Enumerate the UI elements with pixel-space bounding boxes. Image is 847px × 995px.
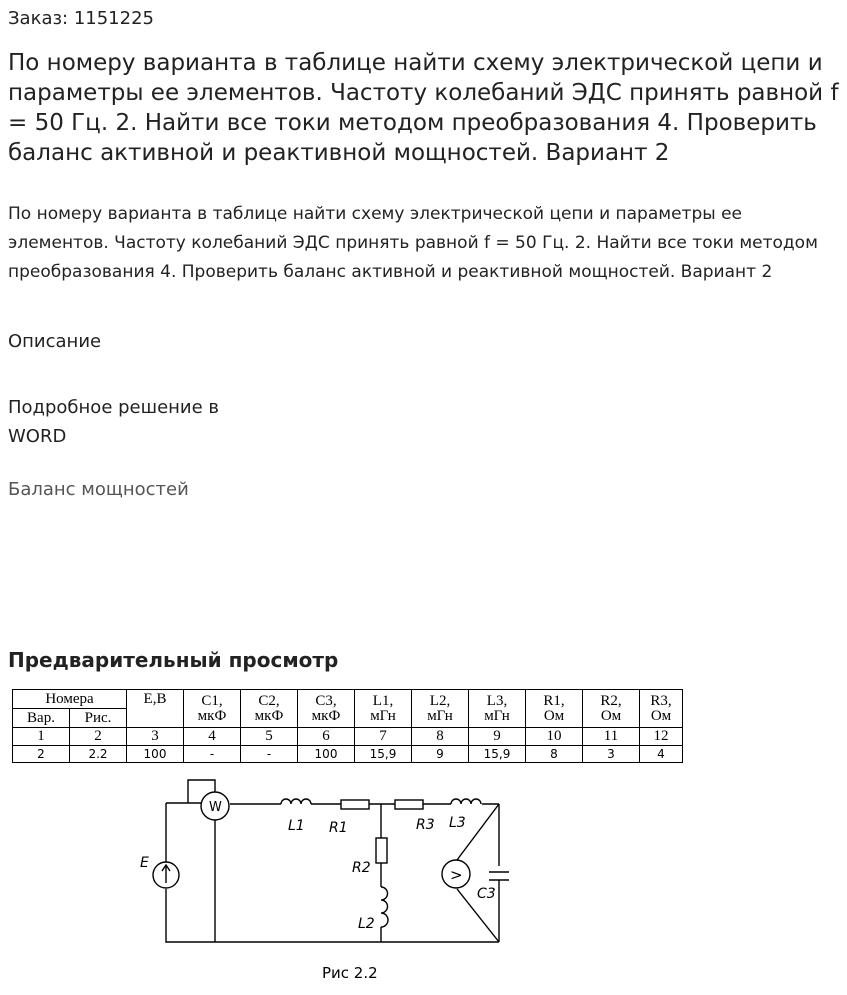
figure-caption: Рис 2.2 xyxy=(322,964,378,982)
header-e: Е,В xyxy=(127,690,184,728)
table-cell: 4 xyxy=(640,746,683,763)
header-l2: L2, мГн xyxy=(412,690,469,728)
header-l3: L3, мГн xyxy=(469,690,526,728)
parameters-table xyxy=(12,689,683,763)
table-cell: 15,9 xyxy=(355,746,412,763)
label-r1: R1 xyxy=(329,820,348,836)
solution-note xyxy=(8,393,219,451)
table-cell: 9 xyxy=(469,728,526,746)
header-r1: R1, Ом xyxy=(526,690,583,728)
label-e: E xyxy=(140,855,149,871)
header-c3: С3, мкФ xyxy=(298,690,355,728)
header-c1: С1, мкФ xyxy=(184,690,241,728)
table-cell: 5 xyxy=(241,728,298,746)
capacitor-c3 xyxy=(489,872,509,880)
table-cell: 11 xyxy=(583,728,640,746)
resistor-r3 xyxy=(395,800,423,809)
table-cell: - xyxy=(184,746,241,763)
table-cell: 9 xyxy=(412,746,469,763)
arrow-icon xyxy=(162,865,170,883)
inductor-l3 xyxy=(451,799,481,804)
table-cell: 10 xyxy=(526,728,583,746)
order-number: Заказ: 1151225 xyxy=(8,8,154,29)
table-values-row xyxy=(13,746,683,763)
table-cell: 6 xyxy=(298,728,355,746)
label-l3: L3 xyxy=(449,815,466,831)
solution-line-2: WORD xyxy=(8,426,67,447)
header-r2: R2, Ом xyxy=(583,690,640,728)
table-cell: 7 xyxy=(355,728,412,746)
preview-title: Предварительный просмотр xyxy=(8,648,339,672)
table-cell: 4 xyxy=(184,728,241,746)
header-l1: L1, мГн xyxy=(355,690,412,728)
circuit-diagram xyxy=(0,768,847,990)
inductor-l2 xyxy=(381,887,388,927)
resistor-r2 xyxy=(376,838,387,863)
label-l2: L2 xyxy=(358,916,375,932)
label-c3: C3 xyxy=(477,886,496,902)
table-cell: 2 xyxy=(70,728,127,746)
table-cell: 8 xyxy=(412,728,469,746)
header-variant: Вар. xyxy=(13,709,70,728)
label-l1: L1 xyxy=(288,818,305,834)
page-title: По номеру варианта в таблице найти схему электрической цепи и параметры ее элементов. Частоту колебаний ЭДС принять равной f = 50 Гц. 2. Найти все токи методом преобразования 4. Проверить баланс активной и реактивной мощностей. Вариант 2 xyxy=(8,50,839,166)
label-w: W xyxy=(209,800,222,815)
table-cell: 12 xyxy=(640,728,683,746)
label-r3: R3 xyxy=(416,817,435,833)
table-cell: 8 xyxy=(526,746,583,763)
solution-line-1: Подробное решение в xyxy=(8,397,220,418)
table-cell: 100 xyxy=(298,746,355,763)
table-cell: 15,9 xyxy=(469,746,526,763)
header-c2: С2, мкФ xyxy=(241,690,298,728)
header-numbers: Номера xyxy=(13,690,127,709)
table-number-row xyxy=(13,728,683,746)
table-cell: 100 xyxy=(127,746,184,763)
resistor-r1 xyxy=(341,800,369,809)
balance-link[interactable]: Баланс мощностей xyxy=(8,479,189,500)
label-v: > xyxy=(450,866,463,884)
table-cell: 1 xyxy=(13,728,70,746)
table-cell: 2 xyxy=(13,746,70,763)
table-header-row xyxy=(13,690,683,709)
table-cell: 2.2 xyxy=(70,746,127,763)
header-r3: R3, Ом xyxy=(640,690,683,728)
header-figure: Рис. xyxy=(70,709,127,728)
table-cell: - xyxy=(241,746,298,763)
task-description: По номеру варианта в таблице найти схему электрической цепи и параметры ее элементов. Частоту колебаний ЭДС принять равной f = 50 Гц. 2. Найти все токи методом преобразования 4. Проверить баланс активной и реактивной мощностей. Вариант 2 xyxy=(8,204,818,282)
table-cell: 3 xyxy=(127,728,184,746)
table-cell: 3 xyxy=(583,746,640,763)
description-label: Описание xyxy=(8,331,102,352)
label-r2: R2 xyxy=(352,860,371,876)
inductor-l1 xyxy=(281,799,311,804)
